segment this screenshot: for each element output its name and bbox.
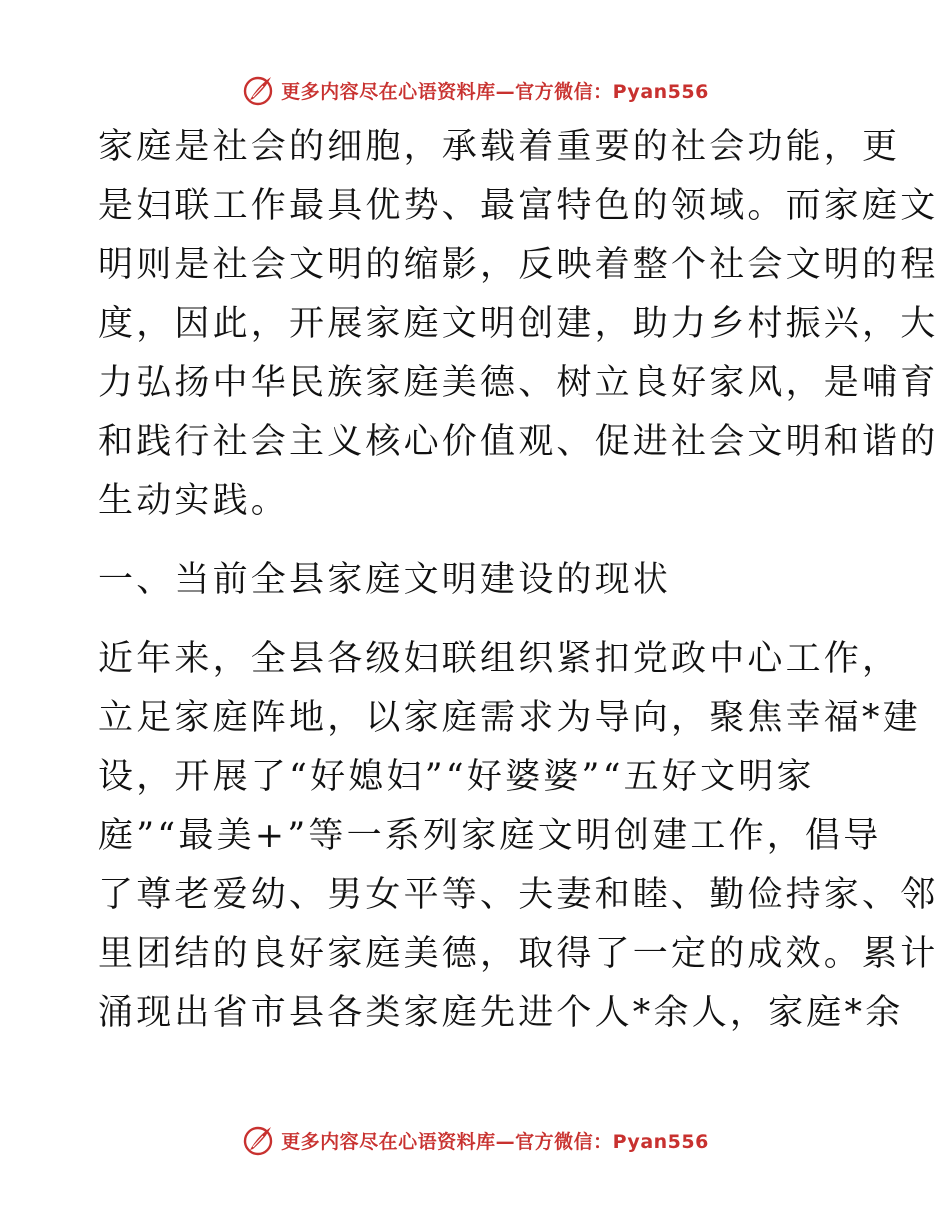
text-line: 力弘扬中华民族家庭美德、树立良好家风，是哺育 (98, 363, 939, 403)
watermark-text: 更多内容尽在心语资料库—官方微信：Pyan556 (281, 1130, 709, 1153)
text-line: 家庭是社会的细胞，承载着重要的社会功能，更 (98, 127, 901, 167)
text-line: 涌现出省市县各类家庭先进个人*余人，家庭*余 (98, 993, 904, 1033)
text-line: 里团结的良好家庭美德，取得了一定的成效。累计 (98, 934, 939, 974)
header-watermark (0, 70, 950, 110)
quill-logo-icon (241, 73, 275, 107)
section-heading: 一、当前全县家庭文明建设的现状 (98, 560, 672, 600)
paragraph-2 (98, 630, 939, 1043)
quill-logo-icon (241, 1123, 275, 1157)
text-line: 生动实践。 (98, 481, 290, 521)
watermark-text: 更多内容尽在心语资料库—官方微信：Pyan556 (281, 80, 709, 103)
text-line: 立足家庭阵地，以家庭需求为导向，聚焦幸福*建 (98, 698, 921, 738)
text-line: 庭”“最美+”等一系列家庭文明创建工作，倡导 (98, 816, 882, 856)
text-line: 了尊老爱幼、男女平等、夫妻和睦、勤俭持家、邻 (98, 875, 939, 915)
paragraph-spacer (98, 531, 852, 551)
document-body (98, 118, 939, 1043)
text-line: 和践行社会主义核心价值观、促进社会文明和谐的 (98, 422, 939, 462)
text-line: 明则是社会文明的缩影，反映着整个社会文明的程 (98, 245, 939, 285)
paragraph-1 (98, 118, 939, 531)
paragraph-spacer (98, 610, 852, 630)
text-line: 是妇联工作最具优势、最富特色的领域。而家庭文 (98, 186, 939, 226)
text-line: 设，开展了“好媳妇”“好婆婆”“五好文明家 (98, 757, 815, 797)
text-line: 度，因此，开展家庭文明创建，助力乡村振兴，大 (98, 304, 939, 344)
footer-watermark (0, 1120, 950, 1160)
text-line: 近年来，全县各级妇联组织紧扣党政中心工作， (98, 639, 901, 679)
